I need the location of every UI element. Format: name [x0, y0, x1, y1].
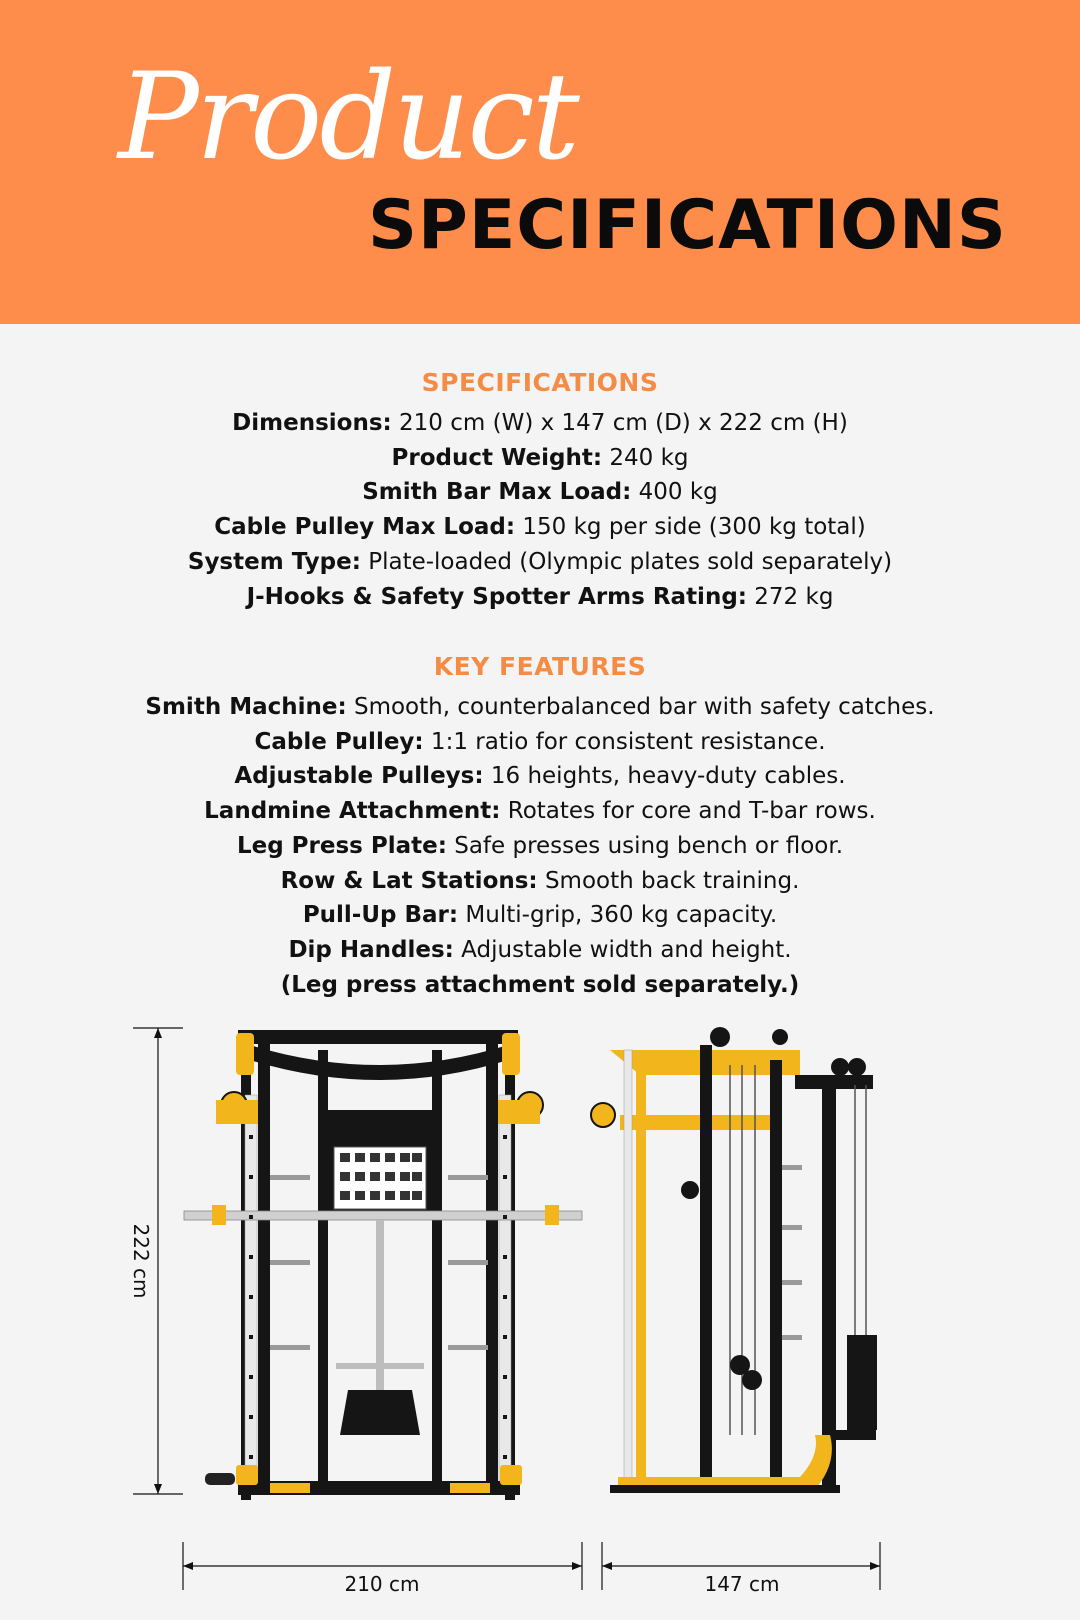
feature-row-label: Smith Machine: [145, 694, 347, 720]
spec-row-label: Dimensions: [232, 410, 392, 436]
specifications-section [0, 368, 1080, 614]
product-diagram [0, 1015, 1080, 1605]
height-label: 222 cm [129, 1223, 153, 1299]
feature-row-label: Dip Handles: [288, 936, 454, 963]
feature-row-value: 16 heights, heavy-duty cables. [483, 763, 846, 790]
feature-row-label: Pull-Up Bar: [302, 902, 459, 929]
feature-row-value: Safe presses using bench or floor. [446, 832, 844, 859]
feature-row [0, 864, 1080, 899]
spec-row-label: Product Weight: [391, 444, 603, 471]
spec-row [0, 545, 1080, 580]
feature-row [0, 829, 1080, 864]
spec-row [0, 580, 1080, 615]
spec-row-value: 210 cm (W) x 147 cm (D) x 222 cm (H) [391, 410, 848, 436]
features-heading: KEY FEATURES [433, 652, 647, 681]
spec-row-value: 150 kg per side (300 kg total) [515, 514, 866, 541]
front-view-machine [184, 1030, 582, 1500]
feature-row-value: Smooth back training. [537, 867, 800, 894]
spec-row-label: Cable Pulley Max Load: [214, 514, 516, 541]
spec-row-value: 400 kg [631, 479, 718, 506]
spec-row [0, 441, 1080, 476]
features-section [0, 652, 1080, 1002]
script-title: Product [118, 48, 577, 187]
header-banner [0, 0, 1080, 324]
depth-label: 147 cm [704, 1572, 780, 1596]
feature-row-value: Adjustable width and height. [453, 936, 792, 963]
feature-row-value: 1:1 ratio for consistent resistance. [423, 728, 826, 755]
feature-row-label: Leg Press Plate: [236, 832, 447, 859]
feature-row [0, 759, 1080, 794]
spec-row-value: Plate-loaded (Olympic plates sold separately) [360, 548, 893, 575]
spec-row-label: System Type: [187, 548, 361, 575]
feature-row [0, 690, 1080, 725]
features-note: (Leg press attachment sold separately.) [280, 971, 800, 998]
side-view-machine [591, 1027, 877, 1493]
product-diagram-svg [0, 1015, 1080, 1605]
feature-row [0, 725, 1080, 760]
features-list [0, 690, 1080, 968]
feature-row-label: Adjustable Pulleys: [234, 763, 484, 790]
feature-row-label: Row & Lat Stations: [280, 867, 538, 894]
feature-row-value: Multi-grip, 360 kg capacity. [458, 902, 778, 929]
feature-row [0, 898, 1080, 933]
spec-row-label: Smith Bar Max Load: [362, 479, 632, 506]
feature-row [0, 794, 1080, 829]
feature-row-value: Smooth, counterbalanced bar with safety catches. [346, 694, 935, 720]
spec-row [0, 475, 1080, 510]
feature-row [0, 933, 1080, 968]
feature-row-label: Landmine Attachment: [204, 798, 501, 825]
spec-row [0, 406, 1080, 441]
page-title: SPECIFICATIONS [368, 186, 1007, 265]
specifications-list [0, 406, 1080, 614]
spec-row-value: 240 kg [602, 444, 689, 471]
specifications-heading: SPECIFICATIONS [421, 368, 659, 397]
feature-row-label: Cable Pulley: [254, 728, 424, 755]
feature-row-value: Rotates for core and T-bar rows. [500, 798, 876, 825]
spec-row [0, 510, 1080, 545]
width-label: 210 cm [344, 1572, 420, 1596]
spec-row-value: 272 kg [746, 583, 834, 610]
spec-row-label: J-Hooks & Safety Spotter Arms Rating: [246, 583, 747, 610]
